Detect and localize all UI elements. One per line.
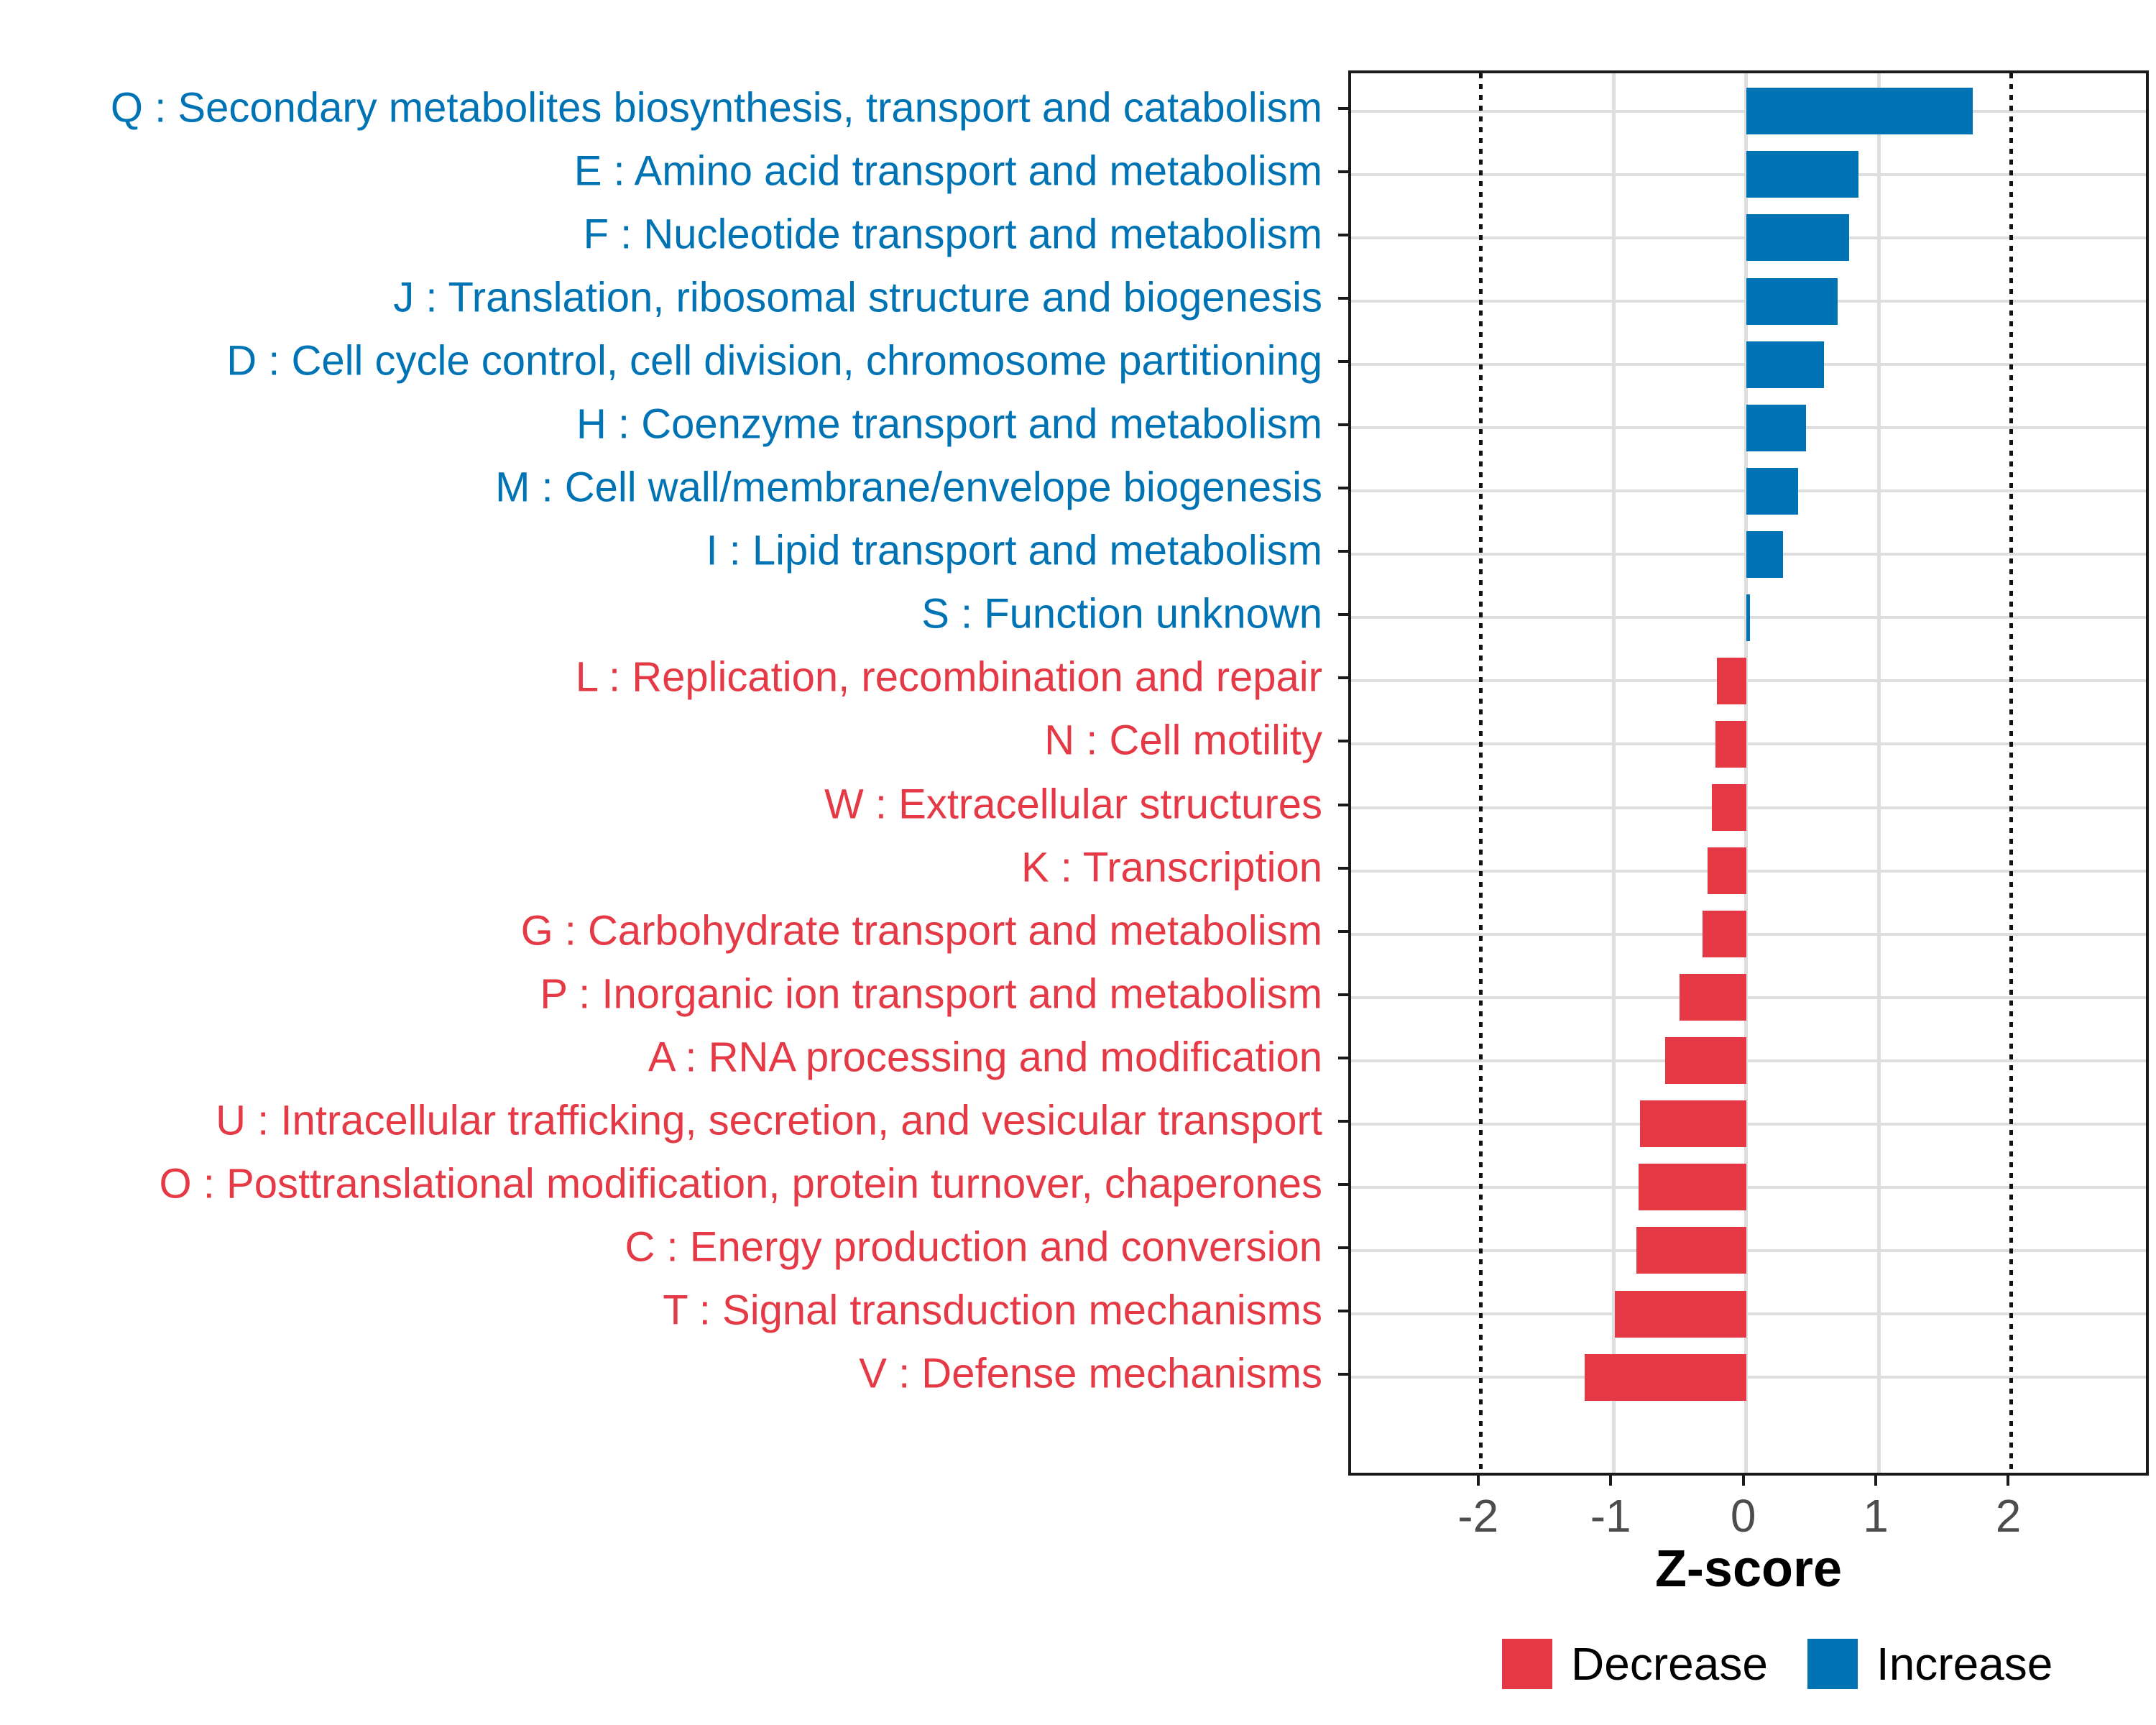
category-label: S : Function unknown (921, 590, 1322, 638)
y-tick (1338, 993, 1348, 996)
x-tick-label: 0 (1730, 1490, 1756, 1542)
y-tick (1338, 170, 1348, 173)
x-tick-label: -1 (1590, 1490, 1631, 1542)
category-label: G : Carbohydrate transport and metabolism (520, 907, 1322, 954)
bar-F (1746, 214, 1850, 261)
category-label: D : Cell cycle control, cell division, chromosome partitioning (226, 337, 1322, 385)
y-tick (1338, 1120, 1348, 1123)
x-tick (1742, 1476, 1745, 1486)
reference-line (2009, 73, 2013, 1473)
bar-P (1680, 974, 1746, 1021)
category-label: O : Posttranslational modification, protein turnover, chaperones (159, 1160, 1322, 1208)
x-gridline (1877, 73, 1881, 1473)
y-tick (1338, 360, 1348, 363)
plot-panel (1348, 70, 2149, 1476)
reference-line (1479, 73, 1483, 1473)
y-tick (1338, 613, 1348, 616)
y-tick (1338, 1057, 1348, 1059)
x-tick-label: -2 (1457, 1490, 1499, 1542)
category-label: J : Translation, ribosomal structure and biogenesis (393, 274, 1322, 321)
bar-G (1703, 911, 1746, 957)
y-gridline (1351, 1249, 2146, 1252)
bar-N (1715, 721, 1746, 768)
bar-Q (1746, 88, 1973, 134)
bar-V (1585, 1354, 1746, 1401)
y-gridline (1351, 1059, 2146, 1062)
bar-S (1746, 594, 1751, 641)
y-tick (1338, 487, 1348, 489)
legend-key-increase (1807, 1639, 1858, 1689)
bar-M (1746, 468, 1798, 515)
category-label: H : Coenzyme transport and metabolism (576, 400, 1322, 448)
y-gridline (1351, 996, 2146, 999)
y-gridline (1351, 1376, 2146, 1379)
x-gridline (1612, 73, 1616, 1473)
legend-key-decrease (1502, 1639, 1552, 1689)
y-tick (1338, 867, 1348, 870)
bar-H (1746, 405, 1806, 451)
x-tick (1609, 1476, 1612, 1486)
y-gridline (1351, 1123, 2146, 1126)
x-tick (2007, 1476, 2009, 1486)
bar-T (1615, 1291, 1746, 1338)
legend-label-decrease: Decrease (1571, 1638, 1768, 1690)
x-tick (1874, 1476, 1877, 1486)
y-gridline (1351, 679, 2146, 682)
x-tick (1477, 1476, 1480, 1486)
y-tick (1338, 234, 1348, 236)
category-label: F : Nucleotide transport and metabolism (583, 211, 1322, 258)
x-axis-title: Z-score (1654, 1540, 1843, 1598)
category-label: Q : Secondary metabolites biosynthesis, transport and catabolism (110, 84, 1322, 132)
y-tick (1338, 550, 1348, 553)
category-label: K : Transcription (1021, 844, 1322, 891)
y-tick (1338, 107, 1348, 110)
bar-W (1712, 784, 1746, 831)
legend (1502, 1637, 2053, 1690)
bar-D (1746, 341, 1825, 388)
category-label: M : Cell wall/membrane/envelope biogenesis (495, 464, 1322, 511)
category-label: L : Replication, recombination and repair (575, 654, 1322, 702)
category-label: V : Defense mechanisms (859, 1350, 1322, 1397)
bar-E (1746, 151, 1859, 198)
category-label: C : Energy production and conversion (625, 1223, 1322, 1271)
y-tick (1338, 676, 1348, 679)
y-gridline (1351, 1312, 2146, 1315)
category-label: N : Cell motility (1044, 717, 1322, 765)
category-label: P : Inorganic ion transport and metabolism (540, 970, 1322, 1018)
y-tick (1338, 930, 1348, 933)
category-label: I : Lipid transport and metabolism (706, 527, 1322, 574)
category-label: W : Extracellular structures (824, 781, 1322, 828)
bar-I (1746, 531, 1784, 578)
y-tick (1338, 740, 1348, 742)
x-tick-label: 1 (1863, 1490, 1889, 1542)
category-label: U : Intracellular trafficking, secretion, and vesicular transport (216, 1097, 1322, 1144)
bar-J (1746, 278, 1838, 325)
x-tick-label: 2 (1995, 1490, 2022, 1542)
bar-O (1639, 1164, 1746, 1210)
y-gridline (1351, 870, 2146, 873)
category-label: E : Amino acid transport and metabolism (573, 147, 1322, 195)
y-gridline (1351, 933, 2146, 936)
y-tick (1338, 423, 1348, 426)
y-tick (1338, 1373, 1348, 1376)
y-tick (1338, 804, 1348, 806)
y-tick (1338, 1183, 1348, 1186)
y-tick (1338, 1246, 1348, 1249)
bar-L (1717, 658, 1746, 704)
bar-C (1636, 1227, 1746, 1274)
bar-U (1640, 1100, 1746, 1147)
bar-A (1665, 1037, 1746, 1084)
y-gridline (1351, 1186, 2146, 1189)
bar-K (1708, 847, 1746, 894)
category-label: T : Signal transduction mechanisms (663, 1287, 1322, 1334)
y-tick (1338, 1310, 1348, 1312)
y-gridline (1351, 806, 2146, 809)
y-tick (1338, 297, 1348, 300)
y-gridline (1351, 742, 2146, 745)
category-label: A : RNA processing and modification (648, 1034, 1322, 1081)
legend-label-increase: Increase (1876, 1638, 2053, 1690)
